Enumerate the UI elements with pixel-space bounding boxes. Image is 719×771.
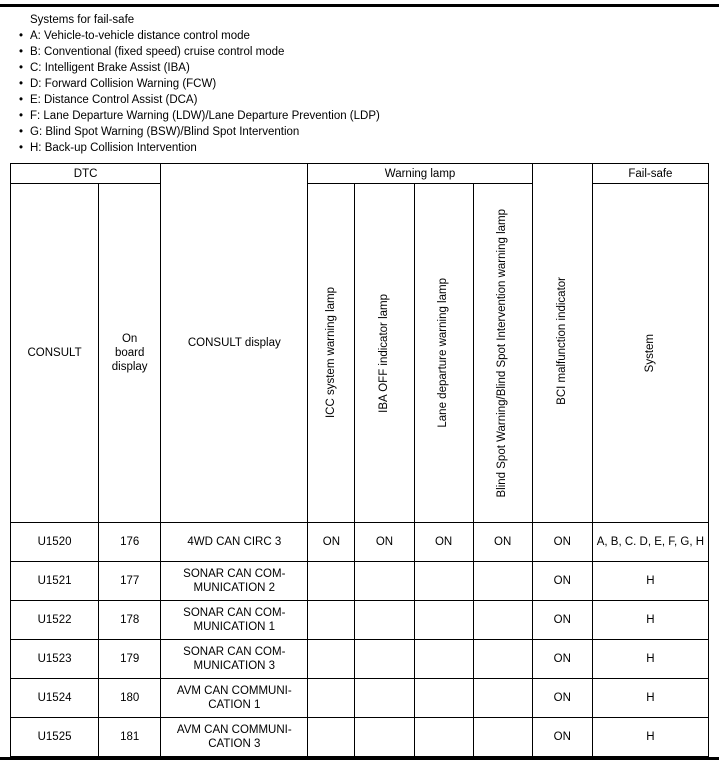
cell-bci-indicator: ON xyxy=(532,523,592,562)
cell-lane-departure-lamp xyxy=(414,640,473,679)
cell-iba-lamp xyxy=(355,562,414,601)
legend-item xyxy=(0,76,719,92)
cell-on-board-display: 177 xyxy=(99,562,161,601)
group-header-row xyxy=(11,164,709,184)
cell-consult: U1523 xyxy=(11,640,99,679)
cell-consult: U1524 xyxy=(11,679,99,718)
column-header-lane-departure-warning-lamp xyxy=(414,184,473,523)
column-header-on-board-line2: board xyxy=(114,347,145,359)
cell-consult-display xyxy=(161,679,308,718)
legend-item-label: E: Distance Control Assist (DCA) xyxy=(30,94,198,106)
legend-item xyxy=(0,44,719,60)
column-header-bsw-label: Blind Spot Warning/Blind Spot Intervention warning lamp xyxy=(495,208,508,498)
cell-icc-lamp: ON xyxy=(308,523,355,562)
table-head xyxy=(11,164,709,523)
cell-system: H xyxy=(592,562,708,601)
column-header-consult-label: CONSULT xyxy=(27,347,82,359)
legend-item xyxy=(0,92,719,108)
column-header-bsw-bsi-warning-lamp xyxy=(473,184,532,523)
cell-consult-display xyxy=(161,640,308,679)
cell-lane-departure-lamp xyxy=(414,679,473,718)
legend-item-label: C: Intelligent Brake Assist (IBA) xyxy=(30,62,190,74)
bullet-icon: • xyxy=(19,126,24,138)
legend-item-label: H: Back-up Collision Intervention xyxy=(30,142,197,154)
cell-on-board-display: 181 xyxy=(99,718,161,757)
dtc-table-container xyxy=(10,163,709,751)
legend-item xyxy=(0,124,719,140)
cell-consult: U1521 xyxy=(11,562,99,601)
legend-item xyxy=(0,28,719,44)
cell-consult: U1522 xyxy=(11,601,99,640)
column-header-bci-malfunction-indicator xyxy=(532,164,592,523)
cell-icc-lamp xyxy=(308,562,355,601)
table-row xyxy=(11,562,709,601)
cell-bci-indicator: ON xyxy=(532,640,592,679)
column-header-icc-system-warning-lamp xyxy=(308,184,355,523)
column-header-iba-off-indicator-lamp xyxy=(355,184,414,523)
table-row xyxy=(11,640,709,679)
cell-bci-indicator: ON xyxy=(532,718,592,757)
column-header-consult-display-label: CONSULT display xyxy=(187,337,281,349)
cell-consult-display-line2: CATION 3 xyxy=(208,738,261,750)
cell-iba-lamp: ON xyxy=(355,523,414,562)
column-header-on-board-line1: On xyxy=(121,333,138,345)
cell-consult-display xyxy=(161,718,308,757)
cell-bci-indicator: ON xyxy=(532,562,592,601)
legend-title: Systems for fail-safe xyxy=(30,14,135,26)
cell-iba-lamp xyxy=(355,718,414,757)
cell-bsw-lamp xyxy=(473,601,532,640)
bullet-icon: • xyxy=(19,110,24,122)
bullet-icon: • xyxy=(19,78,24,90)
cell-consult-display xyxy=(161,523,308,562)
cell-lane-departure-lamp xyxy=(414,601,473,640)
cell-system: H xyxy=(592,718,708,757)
group-header-warning-lamp: Warning lamp xyxy=(308,164,532,184)
table-body xyxy=(11,523,709,757)
fail-safe-legend xyxy=(0,12,719,156)
bullet-icon: • xyxy=(19,62,24,74)
cell-iba-lamp xyxy=(355,640,414,679)
cell-consult-display xyxy=(161,601,308,640)
cell-bci-indicator: ON xyxy=(532,679,592,718)
cell-system: H xyxy=(592,640,708,679)
cell-iba-lamp xyxy=(355,679,414,718)
table-row xyxy=(11,679,709,718)
cell-on-board-display: 176 xyxy=(99,523,161,562)
legend-item-label: D: Forward Collision Warning (FCW) xyxy=(30,78,217,90)
cell-icc-lamp xyxy=(308,679,355,718)
table-row xyxy=(11,718,709,757)
bullet-icon: • xyxy=(19,46,24,58)
cell-consult: U1520 xyxy=(11,523,99,562)
cell-consult-display-line1: SONAR CAN COM- xyxy=(183,607,286,619)
column-header-on-board-line3: display xyxy=(111,361,148,373)
group-header-fail-safe: Fail-safe xyxy=(592,164,708,184)
cell-consult-display-line1: AVM CAN COMMUNI- xyxy=(176,685,292,697)
cell-consult-display-line1: AVM CAN COMMUNI- xyxy=(176,724,292,736)
cell-iba-lamp xyxy=(355,601,414,640)
cell-bsw-lamp xyxy=(473,640,532,679)
bullet-icon: • xyxy=(19,94,24,106)
column-header-system-label: System xyxy=(643,333,656,373)
table-row xyxy=(11,523,709,562)
legend-item-label: G: Blind Spot Warning (BSW)/Blind Spot Intervention xyxy=(30,126,300,138)
cell-consult: U1525 xyxy=(11,718,99,757)
group-header-dtc: DTC xyxy=(11,164,161,184)
cell-system: H xyxy=(592,601,708,640)
page-bottom-rule xyxy=(0,757,719,760)
dtc-table xyxy=(10,163,709,757)
cell-on-board-display: 178 xyxy=(99,601,161,640)
cell-lane-departure-lamp: ON xyxy=(414,523,473,562)
cell-on-board-display: 179 xyxy=(99,640,161,679)
cell-consult-display-line2: MUNICATION 2 xyxy=(193,582,276,594)
page-top-rule xyxy=(0,4,719,7)
cell-system: H xyxy=(592,679,708,718)
legend-item-label: B: Conventional (fixed speed) cruise control mode xyxy=(30,46,285,58)
cell-lane-departure-lamp xyxy=(414,718,473,757)
cell-consult-display-line2: MUNICATION 1 xyxy=(193,621,276,633)
legend-item-label: F: Lane Departure Warning (LDW)/Lane Departure Prevention (LDP) xyxy=(30,110,380,122)
table-row xyxy=(11,601,709,640)
column-header-bci-label: BCI malfunction indicator xyxy=(555,277,568,405)
cell-consult-display-line2: MUNICATION 3 xyxy=(193,660,276,672)
column-header-row xyxy=(11,184,709,523)
cell-icc-lamp xyxy=(308,640,355,679)
cell-icc-lamp xyxy=(308,718,355,757)
bullet-icon: • xyxy=(19,142,24,154)
cell-consult-display-line1: 4WD CAN CIRC 3 xyxy=(187,536,282,548)
cell-consult-display-line2: CATION 1 xyxy=(208,699,261,711)
cell-bsw-lamp xyxy=(473,562,532,601)
cell-bsw-lamp xyxy=(473,718,532,757)
column-header-ldw-label: Lane departure warning lamp xyxy=(436,278,449,428)
legend-item xyxy=(0,140,719,156)
column-header-icc-label: ICC system warning lamp xyxy=(324,287,337,419)
cell-bci-indicator: ON xyxy=(532,601,592,640)
column-header-consult-display xyxy=(161,164,308,523)
legend-list xyxy=(0,28,719,156)
cell-system: A, B, C. D, E, F, G, H xyxy=(592,523,708,562)
column-header-iba-label: IBA OFF indicator lamp xyxy=(377,293,390,413)
column-header-system xyxy=(592,184,708,523)
column-header-consult xyxy=(11,184,99,523)
column-header-on-board-display xyxy=(99,184,161,523)
cell-bsw-lamp xyxy=(473,679,532,718)
cell-icc-lamp xyxy=(308,601,355,640)
cell-on-board-display: 180 xyxy=(99,679,161,718)
cell-consult-display-line1: SONAR CAN COM- xyxy=(183,646,286,658)
legend-item xyxy=(0,108,719,124)
cell-consult-display-line1: SONAR CAN COM- xyxy=(183,568,286,580)
legend-item xyxy=(0,60,719,76)
cell-consult-display xyxy=(161,562,308,601)
legend-item-label: A: Vehicle-to-vehicle distance control mode xyxy=(30,30,250,42)
cell-lane-departure-lamp xyxy=(414,562,473,601)
cell-bsw-lamp: ON xyxy=(473,523,532,562)
bullet-icon: • xyxy=(19,30,24,42)
